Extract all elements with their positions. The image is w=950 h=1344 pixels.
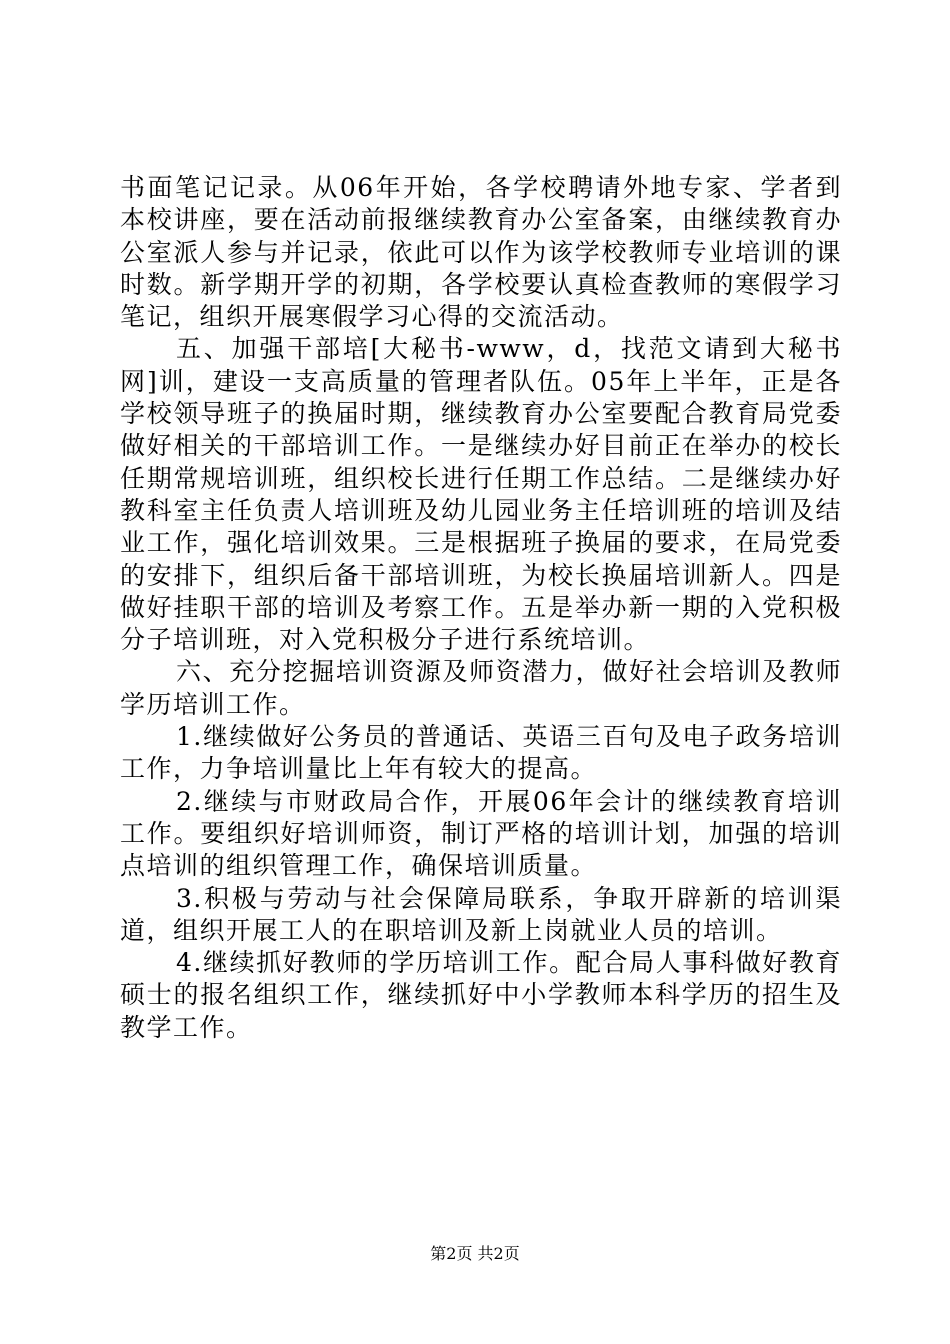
paragraph-continuation: 书面笔记记录。从06年开始，各学校聘请外地专家、学者到本校讲座，要在活动前报继续教育办公室备案，由继续教育办公室派人参与并记录，依此可以作为该学校教师专业培训的课时数。新学期开学的初期，各学校要认真检查教师的寒假学习笔记，组织开展寒假学习心得的交流活动。 (120, 173, 842, 332)
document-body (120, 172, 842, 1044)
paragraph-item-2: 2.继续与市财政局合作，开展06年会计的继续教育培训工作。要组织好培训师资，制订严格的培训计划，加强的培训点培训的组织管理工作，确保培训质量。 (120, 786, 842, 881)
page-number-footer: 第2页 共2页 (430, 1244, 520, 1263)
paragraph-section-six: 六、充分挖掘培训资源及师资潜力，做好社会培训及教师学历培训工作。 (120, 657, 842, 719)
paragraph-item-3: 3.积极与劳动与社会保障局联系，争取开辟新的培训渠道，组织开展工人的在职培训及新上岗就业人员的培训。 (120, 883, 842, 945)
paragraph-section-five: 五、加强干部培[大秘书-www，d，找范文请到大秘书网]训，建设一支高质量的管理者队伍。05年上半年，正是各学校领导班子的换届时期，继续教育办公室要配合教育局党委做好相关的干部培训工作。一是继续办好目前正在举办的校长任期常规培训班，组织校长进行任期工作总结。二是继续办好教科室主任负责人培训班及幼儿园业务主任培训班的培训及结业工作，强化培训效果。三是根据班子换届的要求，在局党委的安排下，组织后备干部培训班，为校长换届培训新人。四是做好挂职干部的培训及考察工作。五是举办新一期的入党积极分子培训班，对入党积极分子进行系统培训。 (120, 334, 842, 655)
paragraph-item-4: 4.继续抓好教师的学历培训工作。配合局人事科做好教育硕士的报名组织工作，继续抓好中小学教师本科学历的招生及教学工作。 (120, 948, 842, 1042)
paragraph-item-1: 1.继续做好公务员的普通话、英语三百句及电子政务培训工作，力争培训量比上年有较大的提高。 (120, 722, 842, 784)
